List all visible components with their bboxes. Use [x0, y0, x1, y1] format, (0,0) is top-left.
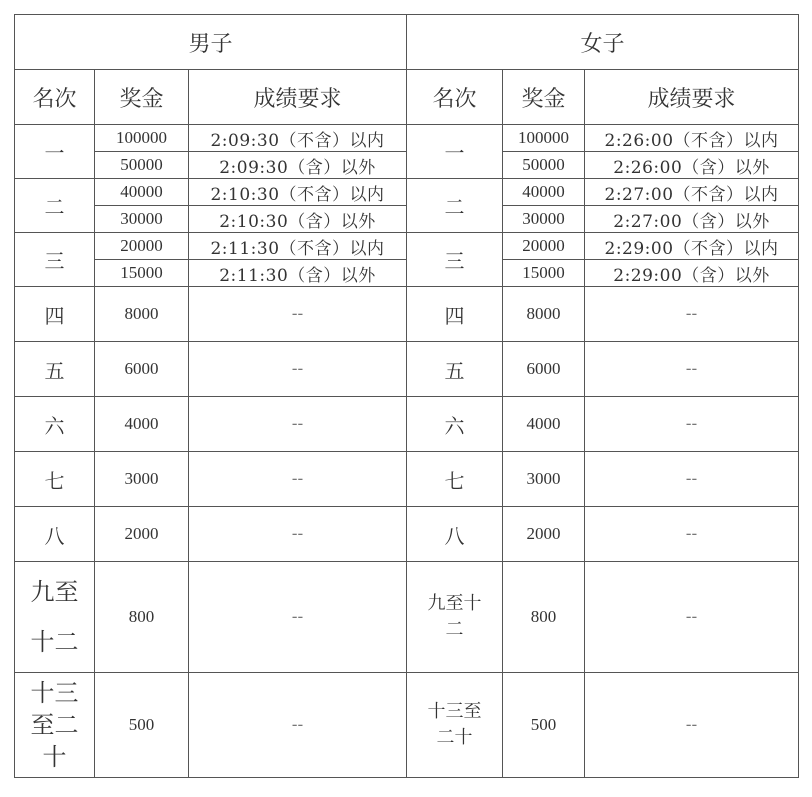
men-requirement-cell: --: [189, 507, 407, 562]
women-requirement-cell: --: [585, 507, 799, 562]
men-rank-line: 十二: [30, 628, 79, 656]
women-rank-cell: 三: [407, 233, 503, 287]
women-requirement-cell: --: [585, 452, 799, 507]
men-requirement-cell: 2:11:30（不含）以内: [189, 233, 407, 260]
women-rank-cell: 一: [407, 125, 503, 179]
women-prize-cell: 15000: [503, 260, 585, 287]
men-rank-line: 十: [42, 743, 67, 771]
women-requirement-cell: --: [585, 673, 799, 778]
men-requirement-cell: 2:10:30（不含）以内: [189, 179, 407, 206]
women-prize-cell: 3000: [503, 452, 585, 507]
women-requirement-cell: --: [585, 287, 799, 342]
women-rank-cell: 六: [407, 397, 503, 452]
men-requirement-cell: 2:09:30（不含）以内: [189, 125, 407, 152]
men-prize-cell: 100000: [95, 125, 189, 152]
men-requirement-cell: --: [189, 452, 407, 507]
men-prize-cell: 50000: [95, 152, 189, 179]
women-prize-cell: 50000: [503, 152, 585, 179]
table-row: [15, 673, 799, 778]
table-row: [15, 342, 799, 397]
women-prize-cell: 800: [503, 562, 585, 673]
women-requirement-cell: --: [585, 397, 799, 452]
men-requirement-cell: --: [189, 287, 407, 342]
women-rank-line: 二十: [436, 727, 473, 748]
men-prize-cell: 15000: [95, 260, 189, 287]
men-prize-cell: 6000: [95, 342, 189, 397]
men-prize-header: 奖金: [95, 70, 189, 125]
table-row: [15, 125, 799, 152]
women-requirement-cell: 2:27:00（含）以外: [585, 206, 799, 233]
women-prize-header: 奖金: [503, 70, 585, 125]
table-row: [15, 233, 799, 260]
women-prize-cell: 6000: [503, 342, 585, 397]
men-requirement-cell: --: [189, 562, 407, 673]
women-requirement-cell: --: [585, 342, 799, 397]
women-requirement-cell: 2:26:00（含）以外: [585, 152, 799, 179]
men-rank-cell: 五: [15, 342, 95, 397]
men-rank-line: 十三: [30, 679, 79, 707]
men-rank-line: 九至: [30, 578, 79, 606]
table-row: [15, 562, 799, 673]
men-requirement-cell: --: [189, 673, 407, 778]
men-rank-cell: 三: [15, 233, 95, 287]
women-group-header: 女子: [407, 15, 799, 70]
men-requirement-cell: 2:10:30（含）以外: [189, 206, 407, 233]
men-prize-cell: 8000: [95, 287, 189, 342]
women-prize-cell: 100000: [503, 125, 585, 152]
women-prize-cell: 8000: [503, 287, 585, 342]
women-rank-cell: [407, 673, 503, 778]
women-requirement-cell: 2:27:00（不含）以内: [585, 179, 799, 206]
table-row: [15, 179, 799, 206]
men-group-header: 男子: [15, 15, 407, 70]
men-rank-cell: 一: [15, 125, 95, 179]
men-prize-cell: 800: [95, 562, 189, 673]
women-rank-line: 十三至: [427, 701, 482, 722]
table-row: [15, 507, 799, 562]
men-prize-cell: 3000: [95, 452, 189, 507]
women-prize-cell: 500: [503, 673, 585, 778]
women-requirement-header: 成绩要求: [585, 70, 799, 125]
men-prize-cell: 500: [95, 673, 189, 778]
men-rank-cell: [15, 673, 95, 778]
women-prize-cell: 30000: [503, 206, 585, 233]
women-prize-cell: 2000: [503, 507, 585, 562]
table-row: [15, 287, 799, 342]
women-requirement-cell: --: [585, 562, 799, 673]
women-rank-line: 二: [445, 619, 464, 640]
column-header-row: [15, 70, 799, 125]
men-prize-cell: 40000: [95, 179, 189, 206]
women-rank-cell: 四: [407, 287, 503, 342]
men-requirement-cell: 2:11:30（含）以外: [189, 260, 407, 287]
men-rank-line: 至二: [30, 711, 79, 739]
women-requirement-cell: 2:26:00（不含）以内: [585, 125, 799, 152]
women-rank-cell: 八: [407, 507, 503, 562]
women-rank-line: 九至十: [427, 593, 482, 614]
women-prize-cell: 4000: [503, 397, 585, 452]
men-rank-cell: [15, 562, 95, 673]
group-header-row: [15, 15, 799, 70]
men-rank-cell: 四: [15, 287, 95, 342]
men-prize-cell: 2000: [95, 507, 189, 562]
prize-money-table: [14, 14, 799, 778]
women-prize-cell: 20000: [503, 233, 585, 260]
men-rank-header: 名次: [15, 70, 95, 125]
women-requirement-cell: 2:29:00（含）以外: [585, 260, 799, 287]
table-row: [15, 397, 799, 452]
men-requirement-cell: --: [189, 342, 407, 397]
women-prize-cell: 40000: [503, 179, 585, 206]
table-row: [15, 452, 799, 507]
men-rank-cell: 二: [15, 179, 95, 233]
men-requirement-header: 成绩要求: [189, 70, 407, 125]
men-prize-cell: 4000: [95, 397, 189, 452]
men-rank-cell: 八: [15, 507, 95, 562]
women-rank-cell: [407, 562, 503, 673]
men-requirement-cell: --: [189, 397, 407, 452]
men-prize-cell: 30000: [95, 206, 189, 233]
women-rank-cell: 七: [407, 452, 503, 507]
men-prize-cell: 20000: [95, 233, 189, 260]
men-rank-cell: 七: [15, 452, 95, 507]
men-requirement-cell: 2:09:30（含）以外: [189, 152, 407, 179]
women-rank-cell: 五: [407, 342, 503, 397]
women-rank-cell: 二: [407, 179, 503, 233]
men-rank-cell: 六: [15, 397, 95, 452]
women-requirement-cell: 2:29:00（不含）以内: [585, 233, 799, 260]
women-rank-header: 名次: [407, 70, 503, 125]
prize-table-container: [14, 14, 799, 778]
